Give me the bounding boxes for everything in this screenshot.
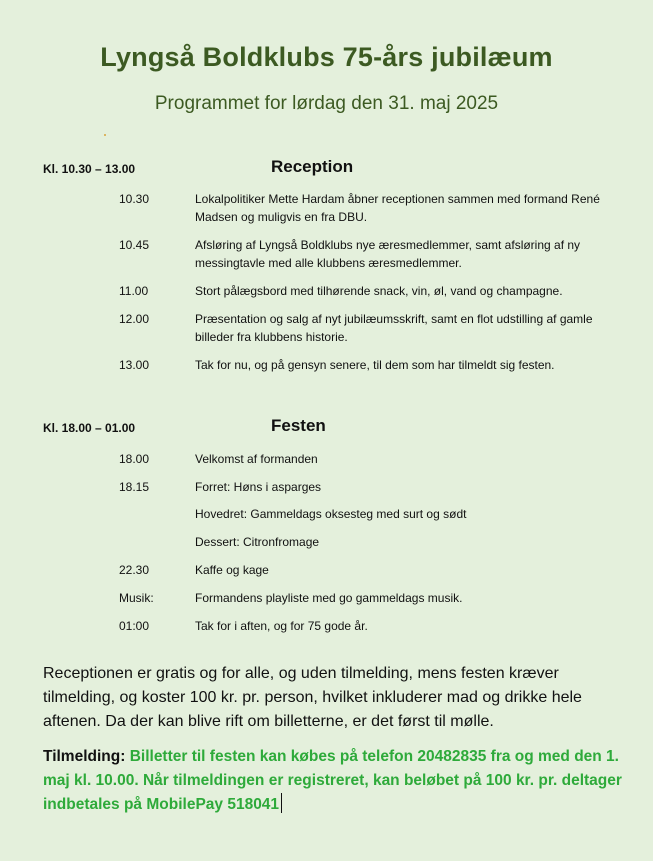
program-item-time: 10.45 [119, 238, 150, 252]
program-item-text: Stort pålægsbord med tilhørende snack, vin, øl, vand og champagne. [195, 284, 563, 298]
program-item-text: Dessert: Citronfromage [195, 535, 320, 549]
program-item-text: Velkomst af formanden [195, 452, 318, 466]
info-paragraph: Receptionen er gratis og for alle, og uden tilmelding, mens festen kræver tilmelding, og koster 100 kr. pr. person, hvilket inkluderer mad og drikke hele aftenen. Da der kan blive rift om billetterne, er det først til mølle. [43, 665, 582, 730]
program-item-time: 13.00 [119, 358, 150, 372]
signup-label: Tilmelding: [43, 748, 126, 765]
document-title: Lyngså Boldklubs 75-års jubilæum [100, 42, 553, 72]
program-item-text: Hovedret: Gammeldags oksesteg med surt og sødt [195, 507, 467, 521]
program-item-text: Forret: Høns i asparges [195, 480, 322, 494]
program-item-text: Afsløring af Lyngså Boldklubs nye æresmedlemmer, samt afsløring af ny messingtavle med alle klubbens æresmedlemmer. [195, 238, 581, 270]
program-item-text: Formandens playliste med go gammeldags musik. [195, 591, 463, 605]
program-item-time: 11.00 [119, 284, 149, 298]
program-item-time: 22.30 [119, 563, 150, 577]
program-item-time: 10.30 [119, 192, 150, 206]
document-subtitle: Programmet for lørdag den 31. maj 2025 [154, 93, 499, 114]
reception-time-range: Kl. 10.30 – 13.00 [43, 162, 136, 176]
reception-heading: Reception [271, 157, 354, 176]
program-item-time: 18.00 [119, 452, 150, 466]
program-item-text: Tak for nu, og på gensyn senere, til dem som har tilmeldt sig festen. [195, 358, 555, 372]
program-item-text: Tak for i aften, og for 75 gode år. [195, 619, 368, 633]
program-item-text: Kaffe og kage [195, 563, 269, 577]
program-item-time: 01:00 [119, 619, 150, 633]
festen-heading: Festen [271, 416, 326, 435]
signup-paragraph[interactable] [43, 745, 623, 817]
signup-text: Billetter til festen kan købes på telefon 20482835 fra og med den 1. maj kl. 10.00. Når tilmeldingen er registreret, kan beløbet på 100 kr. pr. deltager indbetales på MobilePay 518041 [43, 748, 622, 813]
program-item-text: Lokalpolitiker Mette Hardam åbner receptionen sammen med formand René Madsen og muligvis en fra DBU. [195, 192, 600, 224]
text-cursor [281, 793, 282, 813]
program-item-text: Præsentation og salg af nyt jubilæumsskrift, samt en flot udstilling af gamle billeder fra klubbens historie. [195, 312, 593, 344]
program-item-time: 12.00 [119, 312, 150, 326]
decorative-dot [104, 134, 106, 136]
festen-time-range: Kl. 18.00 – 01.00 [43, 421, 136, 435]
program-item-time: Musik: [119, 591, 154, 605]
program-item-time: 18.15 [119, 480, 150, 494]
